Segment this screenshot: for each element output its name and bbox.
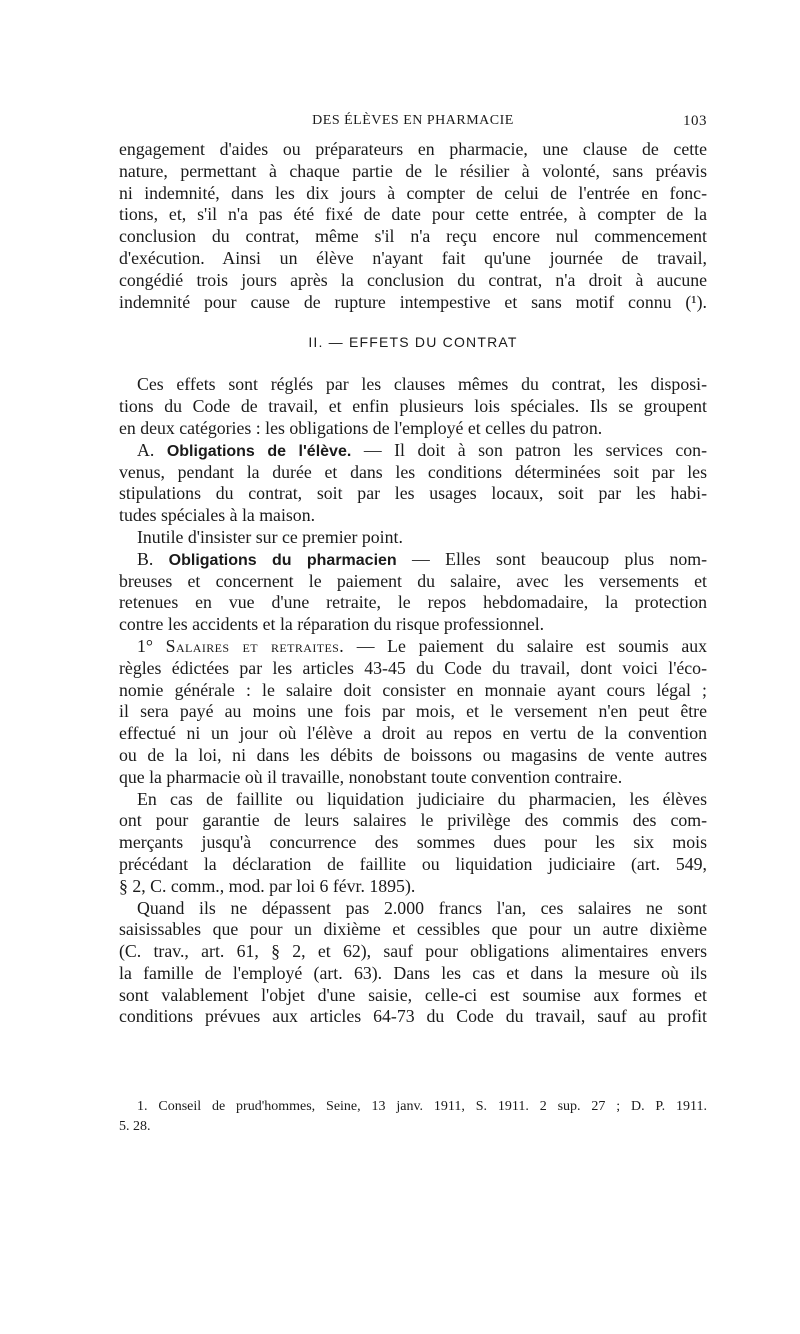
- text-line: nomie générale : le salaire doit consister en monnaie ayant cours légal ;: [119, 679, 707, 700]
- footnote-ref: (¹).: [685, 291, 707, 312]
- item-label: 1°: [137, 635, 154, 656]
- body-text: [119, 139, 707, 1028]
- text-line: Inutile d'insister sur ce premier point.: [137, 526, 403, 547]
- text-line: ont pour garantie de leurs salaires le privilège des commis des com-: [119, 810, 707, 831]
- text-line: la famille de l'employé (art. 63). Dans les cas et dans la mesure où ils: [119, 962, 707, 983]
- text-fragment: — Le paiement du salaire est soumis aux: [356, 635, 707, 656]
- text-fragment: indemnité pour cause de rupture intempestive et sans motif connu: [119, 291, 672, 312]
- page-number: 103: [683, 113, 707, 129]
- text-line: § 2, C. comm., mod. par loi 6 févr. 1895).: [119, 875, 416, 896]
- text-fragment: — Il doit à son patron les services con-: [363, 439, 707, 460]
- text-line: venus, pendant la durée et dans les conditions déterminées soit par les: [119, 461, 707, 482]
- text-line: en deux catégories : les obligations de l'employé et celles du patron.: [119, 417, 603, 438]
- text-line: que la pharmacie où il travaille, nonobstant toute convention contraire.: [119, 766, 623, 787]
- item-heading: Obligations de l'élève.: [166, 442, 352, 460]
- text-line: [119, 549, 707, 571]
- text-line: tions du Code de travail, et enfin plusieurs lois spéciales. Ils se groupent: [119, 396, 707, 417]
- footnotes: [119, 1097, 707, 1137]
- item-heading: Obligations du pharmacien: [168, 551, 397, 569]
- text-line: il sera payé au moins une fois par mois, et le versement n'en peut être: [119, 701, 707, 722]
- footnote-line: 1. Conseil de prud'hommes, Seine, 13 janv. 1911, S. 1911. 2 sup. 27 ; D. P. 1911.: [137, 1099, 707, 1114]
- text-line: sont valablement l'objet d'une saisie, celle-ci est soumise aux formes et: [119, 984, 707, 1005]
- text-line: tudes spéciales à la maison.: [119, 505, 316, 526]
- paragraph-effets: [119, 374, 707, 1028]
- text-line: conditions prévues aux articles 64-73 du Code du travail, sauf au profit: [119, 1006, 707, 1027]
- text-line: congédié trois jours après la conclusion du contrat, n'a droit à aucune: [119, 269, 707, 290]
- text-line: règles édictées par les articles 43-45 du Code du travail, dont voici l'éco-: [119, 657, 707, 678]
- item-heading: Salaires et retraites.: [165, 635, 345, 656]
- text-line: [119, 636, 707, 658]
- text-line: En cas de faillite ou liquidation judiciaire du pharmacien, les élèves: [137, 788, 707, 809]
- text-line: engagement d'aides ou préparateurs en pharmacie, une clause de cette: [119, 139, 707, 159]
- running-head: [119, 113, 707, 135]
- footnote-line: 5. 28.: [119, 1119, 151, 1134]
- text-line: effectué ni un jour où l'élève a droit au repos en vertu de la convention: [119, 723, 707, 744]
- text-line: conclusion du contrat, même s'il n'a reçu encore nul commencement: [119, 226, 707, 247]
- running-title: DES ÉLÈVES EN PHARMACIE: [312, 113, 514, 128]
- text-fragment: — Elles sont beaucoup plus nom-: [412, 548, 707, 569]
- text-line: tions, et, s'il n'a pas été fixé de date pour cette entrée, à compter de la: [119, 204, 707, 225]
- text-line: précédant la déclaration de faillite ou liquidation judiciaire (art. 549,: [119, 853, 707, 874]
- text-line: breuses et concernent le paiement du salaire, avec les versements et: [119, 570, 707, 591]
- text-line: saisissables que pour un dixième et cessibles que pour un autre dixième: [119, 919, 707, 940]
- text-line: ou de la loi, ni dans les débits de boissons ou magasins de vente autres: [119, 744, 707, 765]
- text-line: ni indemnité, dans les dix jours à compter de celui de l'entrée en fonc-: [119, 182, 707, 203]
- text-line: stipulations du contrat, soit par les usages locaux, soit par les habi-: [119, 483, 707, 504]
- paragraph-engagement: [119, 139, 707, 313]
- text-line: contre les accidents et la réparation du risque professionnel.: [119, 614, 545, 635]
- text-line: nature, permettant à chaque partie de le résilier à volonté, sans préavis: [119, 160, 707, 181]
- text-line: Quand ils ne dépassent pas 2.000 francs l'an, ces salaires ne sont: [137, 897, 707, 918]
- text-line: (C. trav., art. 61, § 2, et 62), sauf pour obligations alimentaires envers: [119, 941, 707, 962]
- text-line: Ces effets sont réglés par les clauses mêmes du contrat, les disposi-: [137, 374, 707, 395]
- text-line: merçants jusqu'à concurrence des sommes dues pour les six mois: [119, 832, 707, 853]
- text-line: [119, 440, 707, 462]
- item-label: B.: [137, 548, 154, 569]
- text-line: d'exécution. Ainsi un élève n'ayant fait qu'une journée de travail,: [119, 247, 707, 268]
- text-line: retenues en vue d'une retraite, le repos hebdomadaire, la protection: [119, 592, 707, 613]
- text-line: [119, 292, 707, 314]
- section-heading: II. — EFFETS DU CONTRAT: [308, 334, 518, 351]
- item-label: A.: [137, 439, 155, 460]
